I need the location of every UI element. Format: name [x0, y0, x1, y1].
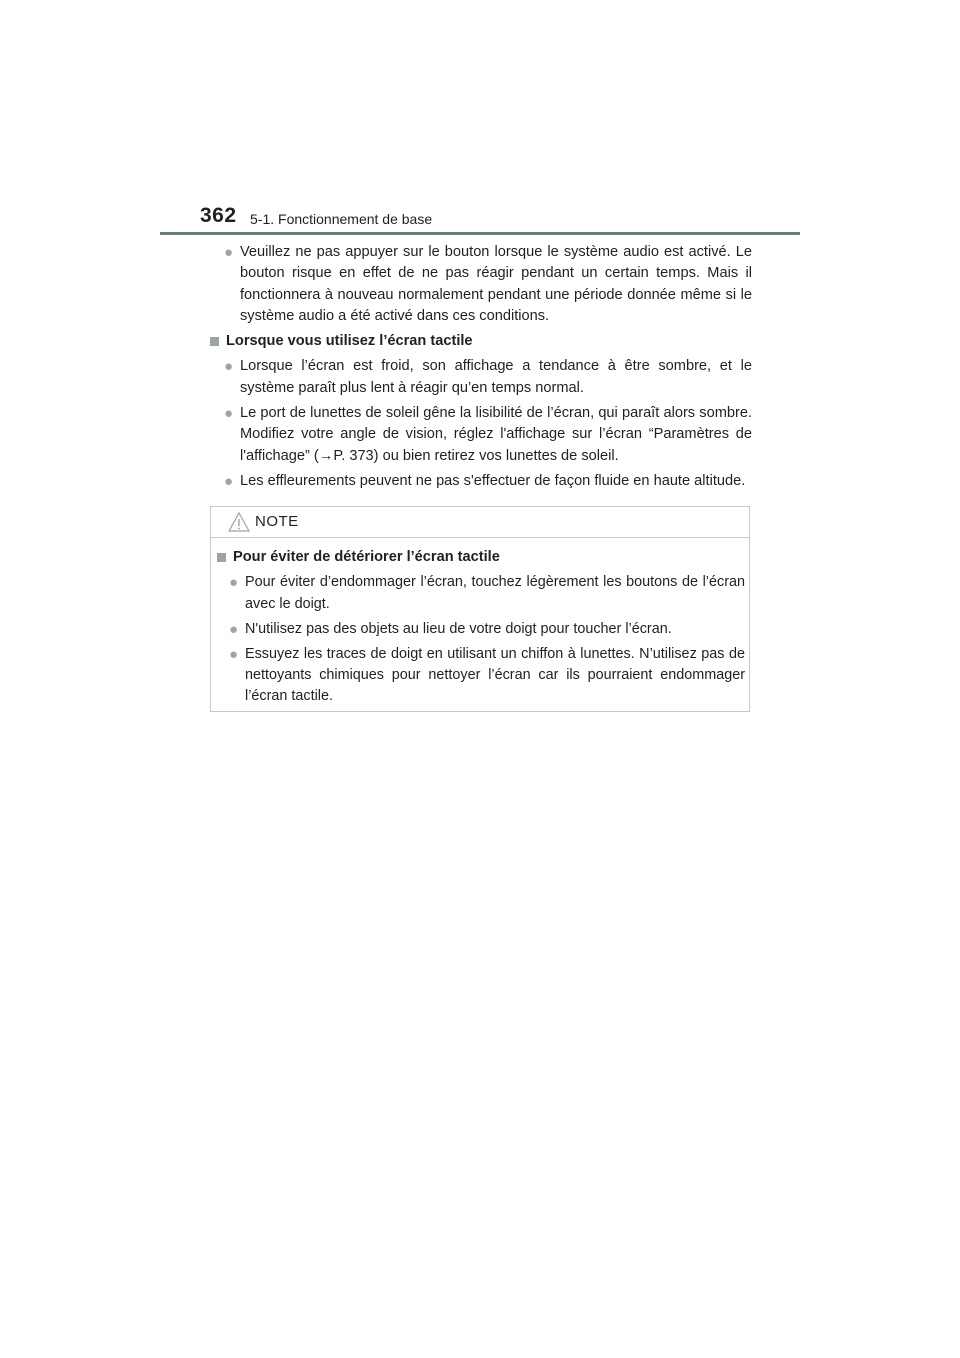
bullet-icon: ● — [229, 620, 239, 638]
bullet-icon: ● — [224, 405, 234, 423]
page-number: 362 — [200, 204, 237, 227]
note-heading — [217, 547, 745, 568]
square-bullet-icon — [210, 337, 219, 346]
bullet-icon: ● — [224, 358, 234, 376]
bullet-text: Lorsque l’écran est froid, son affichage a tendance à être sombre, et le système paraît plus lent à réagir qu’en temps normal. — [240, 358, 752, 396]
note-header — [211, 507, 749, 538]
list-item — [210, 403, 752, 467]
main-content — [210, 242, 752, 496]
bullet-text: Les effleurements peuvent ne pas s'effectuer de façon fluide en haute altitude. — [240, 472, 746, 489]
bullet-text: Veuillez ne pas appuyer sur le bouton lorsque le système audio est activé. Le bouton risque en effet de ne pas réagir pendant un certain temps. Mais il fonctionnera à nouveau normalement pendant une période donnée même si le système audio a été activé dans ces conditions. — [240, 244, 752, 324]
warning-triangle-icon — [228, 512, 250, 532]
list-item — [217, 644, 745, 708]
section-heading-text: Lorsque vous utilisez l’écran tactile — [226, 333, 473, 350]
section-title: 5-1. Fonctionnement de base — [250, 211, 433, 227]
list-item — [217, 619, 745, 640]
header-rule — [160, 232, 800, 235]
bullet-text: N'utilisez pas des objets au lieu de votre doigt pour toucher l’écran. — [245, 620, 672, 637]
bullet-icon: ● — [224, 472, 234, 490]
note-title: NOTE — [255, 513, 299, 530]
bullet-text: Essuyez les traces de doigt en utilisant un chiffon à lunettes. N’utilisez pas de nettoyants chimiques pour nettoyer l’écran car ils pourraient endommager l’écran tactile. — [245, 645, 745, 705]
list-item — [210, 356, 752, 399]
bullet-text: Le port de lunettes de soleil gêne la lisibilité de l’écran, qui paraît alors sombre. Modifiez votre angle de vision, réglez l'affichage sur l’écran “Paramètres de l'affichage” (→P. 373) ou bien retirez vos lunettes de soleil. — [240, 405, 752, 464]
bullet-icon: ● — [229, 574, 239, 592]
bullet-icon: ● — [224, 244, 234, 261]
bullet-text: Pour éviter d’endommager l’écran, touchez légèrement les boutons de l’écran avec le doigt. — [245, 574, 745, 612]
note-body — [217, 547, 745, 712]
list-item — [210, 242, 752, 327]
list-item — [217, 572, 745, 614]
list-item — [210, 471, 752, 492]
note-heading-text: Pour éviter de détériorer l’écran tactile — [233, 549, 500, 565]
bullet-icon: ● — [229, 645, 239, 663]
note-box — [210, 506, 750, 712]
section-heading — [210, 331, 752, 352]
square-bullet-icon — [217, 553, 226, 562]
